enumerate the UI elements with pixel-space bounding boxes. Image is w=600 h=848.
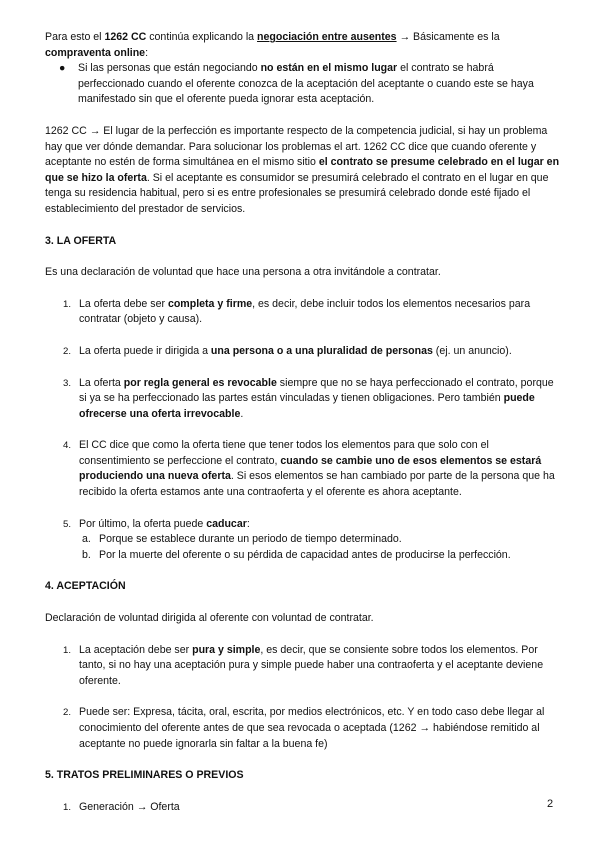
list-item-text: Puede ser: Expresa, tácita, oral, escrita, por medios electrónicos, etc. Y en todo caso debe llegar al conocimiento del oferente antes de que sea revocada o aceptada (1262 → habiéndose remitido al aceptante no puede ignorarla sin faltar a la buena fe) xyxy=(79,706,545,750)
sub-list-letter: a. xyxy=(82,533,91,546)
list-bold: por regla general es revocable xyxy=(123,376,277,389)
list-item xyxy=(63,800,560,816)
list-bold: pura y simple xyxy=(192,643,261,656)
bullet-bold: no están en el mismo lugar xyxy=(260,62,398,75)
intro-text: : xyxy=(145,46,149,59)
section-heading-tratos: 5. TRATOS PRELIMINARES O PREVIOS xyxy=(45,769,244,782)
list-item xyxy=(63,376,560,423)
list-item-text xyxy=(79,517,560,533)
list-bold: completa y firme xyxy=(167,297,253,310)
list-bold: puede ofrecerse una oferta irrevocable xyxy=(79,392,535,420)
list-oferta xyxy=(45,297,560,564)
list-text-part: Por último, la oferta puede xyxy=(79,517,207,530)
list-tratos xyxy=(45,800,560,816)
sub-list-text: Porque se establece durante un periodo de tiempo determinado. xyxy=(99,533,402,546)
paragraph-1262 xyxy=(45,124,560,218)
intro-text: Para esto el xyxy=(45,31,105,43)
bullet-text-part: Si las personas que están negociando xyxy=(78,62,261,75)
page-number: 2 xyxy=(547,798,554,810)
list-text-part: La oferta xyxy=(79,376,124,389)
list-item-text: Generación → Oferta xyxy=(79,800,180,813)
bullet-text xyxy=(78,61,560,108)
intro-text: continúa explicando la xyxy=(146,31,258,43)
intro-bold-underlined: negociación entre ausentes xyxy=(257,31,397,43)
list-number: 1. xyxy=(63,298,72,310)
list-bold: cuando se cambie uno de esos elementos se estará produciendo una nueva oferta xyxy=(79,454,542,483)
list-item-text xyxy=(79,376,560,423)
sub-list-letter: b. xyxy=(82,548,91,561)
sub-list-item xyxy=(82,548,560,564)
section-heading-aceptacion: 4. ACEPTACIÓN xyxy=(45,580,126,593)
list-text-part: : xyxy=(246,517,250,530)
paragraph-bold: el contrato se presume celebrado en el lugar en que se hizo la oferta xyxy=(45,156,560,184)
list-item xyxy=(63,344,560,360)
list-item xyxy=(63,705,560,752)
intro-bold-article: 1262 CC xyxy=(104,31,147,43)
bullet-text-part: el contrato se habrá perfeccionado cuando el oferente conozca de la aceptación del aceptante o cuando este se haya manifestado sin que el oferente pueda ignorar esta aceptación. xyxy=(78,62,534,106)
list-bold: una persona o a una pluralidad de personas xyxy=(210,344,433,357)
list-text-part: , es decir, que se consiente sobre todos los elementos. Por tanto, si no hay una aceptación pura y simple puede haber una contraoferta y el aceptante deviene oferente. xyxy=(79,643,544,687)
list-number: 3. xyxy=(63,377,72,389)
list-aceptacion xyxy=(45,643,560,753)
list-number: 2. xyxy=(63,707,72,719)
list-number: 2. xyxy=(63,345,72,357)
list-bold: caducar xyxy=(206,517,247,530)
list-number: 4. xyxy=(63,440,72,452)
list-item-text xyxy=(79,344,560,360)
list-text-part: . xyxy=(240,407,244,420)
bullet-dot-icon: ● xyxy=(59,62,66,75)
section-lead-oferta: Es una declaración de voluntad que hace una persona a otra invitándole a contratar. xyxy=(45,266,441,279)
list-item-text xyxy=(79,297,560,328)
paragraph-text: . Si el aceptante es consumidor se presumirá celebrado el contrato en el lugar en que tenga su residencia habitual, pero si es entre profesionales se presumirá celebrado donde esté fijado el establecimiento del prestador de servicios. xyxy=(45,171,549,215)
list-text-part: , es decir, debe incluir todos los elementos necesarios para contratar (objeto y causa). xyxy=(79,297,531,326)
list-item xyxy=(63,517,560,533)
section-heading-oferta: 3. LA OFERTA xyxy=(45,234,117,247)
list-number: 1. xyxy=(63,644,72,656)
list-item xyxy=(63,643,560,690)
list-item-text xyxy=(79,438,560,500)
bullet-item xyxy=(59,61,560,108)
intro-text: → Básicamente es la xyxy=(396,31,500,43)
list-number: 5. xyxy=(63,518,72,530)
list-text-part: . Si esos elementos se han cambiado por parte de la persona que ha recibido la oferta estamos ante una contraoferta y el oferente es ahora aceptante. xyxy=(79,470,555,499)
list-item-text xyxy=(79,643,560,690)
list-item xyxy=(63,297,560,328)
list-text-part: siempre que no se haya perfeccionado el contrato, porque si ya se ha perfeccionado las partes están vinculadas y tienen obligaciones. Pero también xyxy=(79,376,554,405)
list-item xyxy=(63,438,560,500)
list-text-part: La aceptación debe ser xyxy=(79,643,193,656)
document-page xyxy=(45,30,560,815)
list-text-part: La oferta puede ir dirigida a xyxy=(79,344,211,357)
list-text-part: El CC dice que como la oferta tiene que tener todos los elementos para que solo con el consentimiento se perfeccione el contrato, xyxy=(79,439,489,467)
list-text-part: La oferta debe ser xyxy=(79,297,168,310)
sub-list-text: Por la muerte del oferente o su pérdida de capacidad antes de producirse la perfección. xyxy=(99,548,511,561)
section-lead-aceptacion: Declaración de voluntad dirigida al oferente con voluntad de contratar. xyxy=(45,612,374,625)
list-number: 1. xyxy=(63,801,72,813)
list-text-part: (ej. un anuncio). xyxy=(432,344,512,357)
intro-bold-compraventa: compraventa online xyxy=(45,46,146,59)
sub-list-item xyxy=(82,532,560,548)
intro-paragraph xyxy=(45,30,560,61)
paragraph-text: 1262 CC → El lugar de la perfección es importante respecto de la competencia judicial, si hay un problema hay que ver dónde demandar. Para solucionar los problemas el art. 1262 CC dice que cuando oferente y aceptante no estén de forma simultánea en el mismo sitio xyxy=(45,124,548,169)
